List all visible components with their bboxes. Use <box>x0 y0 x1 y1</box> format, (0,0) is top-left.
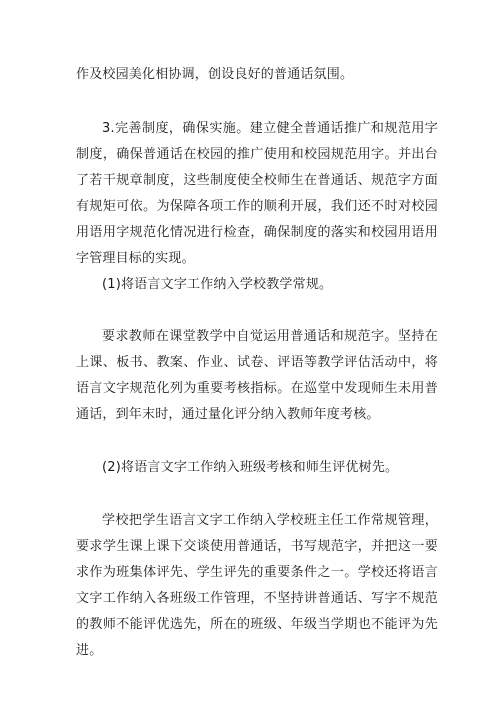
paragraph-system-improvement: 3.完善制度，确保实施。建立健全普通话推广和规范用字制度，确保普通话在校园的推广使用和校园规范用字。并出台了若干规章制度，这些制度使全校师生在普通话、规范字方面有规矩可依。为保障各项工作的顺利开展，我们还不时对校园用语用字规范化情况进行检查，确保制度的落实和校园用语用字管理目标的实现。 <box>76 121 438 266</box>
paragraph-continuation: 作及校园美化相协调，创设良好的普通话氛围。 <box>76 67 354 82</box>
paragraph-teacher-requirements: 要求教师在课堂教学中自觉运用普通话和规范字。坚持在上课、板书、教案、作业、试卷、评语等教学评估活动中，将语言文字规范化列为重要考核指标。在巡堂中发现师生未用普通话，到年末时，通过量化评分纳入教师年度考核。 <box>76 329 438 422</box>
paragraph-heading-class-assessment: (2)将语言文字工作纳入班级考核和师生评优树先。 <box>102 460 399 475</box>
paragraph-heading-teaching-routine: (1)将语言文字工作纳入学校教学常规。 <box>102 277 333 292</box>
paragraph-class-management: 学校把学生语言文字工作纳入学校班主任工作常规管理，要求学生课上课下交谈使用普通话，书写规范字，并把这一要求作为班集体评先、学生评先的重要条件之一。学校还将语言文字工作纳入各班级工作管理，不坚持讲普通话、写字不规范的教师不能评优选先，所在的班级、年级当学期也不能评为先进。 <box>76 513 438 658</box>
